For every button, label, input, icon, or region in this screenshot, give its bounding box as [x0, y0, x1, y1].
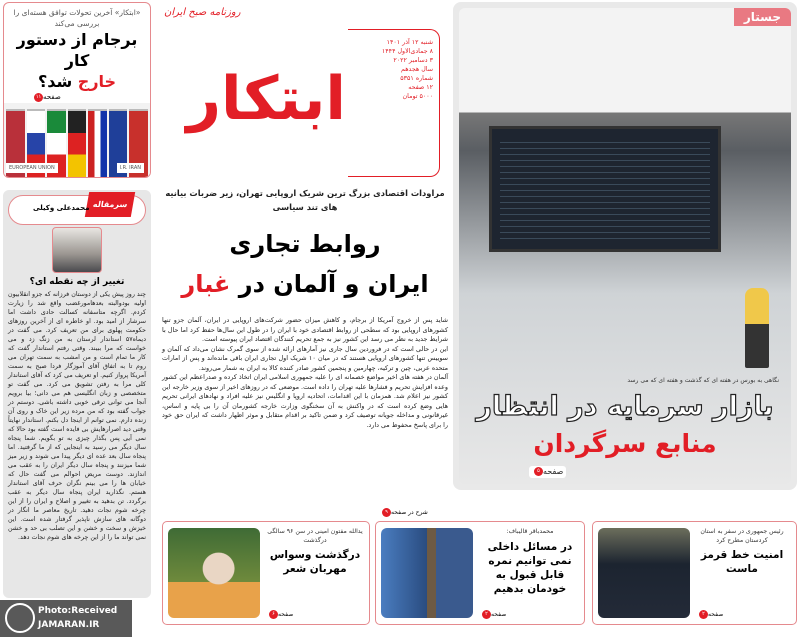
editorial-column [3, 190, 151, 598]
feature-headline-2: منابع سرگردان [533, 429, 717, 458]
feature-story[interactable] [453, 2, 797, 490]
lead-headline[interactable]: روابط تجاری [229, 230, 381, 258]
teaser-kicker: «ابتکار» آخرین تحولات توافق هسته‌ای را بررسی می‌کند [13, 8, 141, 28]
jamaran-logo-icon [5, 603, 35, 633]
editorial-author: محمدعلی وکیلی [33, 204, 90, 212]
card-ghalibaf[interactable]: محمدباقر قالیباف: در مسائل داخلی نمی توانیم نمره قابل قبول به خودمان بدهیم صفحه۲ [375, 521, 585, 625]
top-left-teaser[interactable] [3, 2, 151, 178]
page-ref[interactable]: صفحه۱۱ [35, 93, 61, 101]
feature-caption: نگاهی به بورس در هفته ای که گذشت و هفته ای که می رسد [627, 377, 779, 384]
editorial-body: چند روز پیش یکی از دوستان فرزانه که جزو انقلابیون اولیه بودوالبته بعدهامورغضب واقع شد را زیارت کردم. اگرچه متاسفانه کسالت حادی داشت اما سرشار از امید بود. او خاطره ای از آخرین روزهای حکومت پهلوی برای من تعریف کرد. می گفت در دیماه۵۷ استاندار لرستان به من زنگ زد و می خواست که مرا ببیند. وقتی رفتم استاندار گفت که کار ما تمام است و من امشب به سمت تهران می روم تا به اتفاق آقای آموزگار فردا صبح به سمت آمریکا پرواز کنیم. او تعریف می کرد که آقای استاندار کلی مرا به رفتن تشویق می کرد. می گفت تو متخصصی و زبان انگلیسی هم می دانی؛ بیا برویم آنجا می توانی ترقی خوبی داشته باشی. دوستم در جواب گفته بود که من مرده زیر این خاک و روی آن زنده دارم. نمی توانم از اینجا دل بکنم. استاندار نهایتاً وقتی دید اصرارهایش بی فایده است گفته بود حالا که نمی آیی پس بگذار چیزی به تو بگویم. شما پنجاه سال دیگر می رسید به اینجایی که از ما گرفتید. اما پنجاه سال بعد عده ای دیگر پیدا می شوند و زیر میز شما میزنند و پنجاه سال دیگر ایران را به عقب می اندازند. دوست مریض احوالم می گفت حال که خیابان ها را می بینم نگران حرف آقای استاندار هستم. نگذارید ایران پنجاه سال دیگر به عقب برگردد. تن بدهید به تغییر و اصلاح و ایران را از این چرخه شوم نجات دهید. تاریخ معاصر ما انگار در دوگانه های سازش ناپذیر گرفتار شده است. این خیزش و سخت و خشن و این تصلب بی حد و خشن نمی تواند ما را از این چرخه های شوم نجات دهد. [8, 291, 146, 541]
photo-watermark: Photo:Received JAMARAN.IR [0, 600, 132, 637]
flag-label: EUROPEAN UNION [6, 163, 58, 173]
masthead-logo: ابتکار روزنامه صبح ایران [164, 7, 346, 134]
card-poet[interactable]: یدالله مفتون امینی در سن ۹۶ سالگی درگذشت درگذشت وسواس مهربان شعر صفحه۶ [162, 521, 370, 625]
section-label: جستار [734, 8, 791, 26]
editorial-tag: سرمقاله [84, 192, 135, 217]
president-photo [598, 528, 690, 618]
teaser-headline: برجام از دستور کار [16, 30, 138, 70]
stock-exchange-photo [459, 8, 791, 484]
masthead-tagline: روزنامه صبح ایران [164, 7, 241, 18]
lead-subhead: مراودات اقتصادی بزرگ ترین شریک اروپایی تهران، زیر ضربات بیانیه های تند سیاسی [165, 188, 445, 212]
page-ref[interactable]: صفحه۶ [267, 610, 293, 620]
lead-headline-2[interactable]: ایران و آلمان در غبار [181, 270, 429, 298]
lead-body: شاید پس از خروج آمریکا از برجام، و کاهش میزان حضور شرکت‌های اروپایی در ایران، آلمان جزو تنها کشورهای اروپایی بود که سطحی از روابط اقتصادی خود با ایران را در طول این سال‌ها حفظ کرد اما حال با شرایط جدید به نظر می رسد این کشور نیز به جمع تحریم کنندگان اقتصاد ایران پیوسته است. این در حالی است که در فروردین سال جاری نیز آمارهای ارائه شده از سوی گمرک نشان می‌داد که آلمان و سوییس تنها کشورهای اروپایی هستند که در میان ۱۰ شریک اول تجاری ایران باقی مانده‌اند و پس از امارات متحده عربی، چین و ترکیه، چهارمین و پنجمین کشور صادر کننده کالا به ایران به شمار می‌روند. آلمان در هفته های اخیر مواضع خصمانه ای را علیه جمهوری اسلامی ایران اتخاذ کرده و صدراعظم این کشور وعده افزایش تحریم و فشارها علیه تهران را داده است. موضعی که در روزهای اخیر از سوی وزیر خارجه این کشور نیز اعلام شد. همزمان با این اقدامات، اتحادیه اروپا و انگلیس نیز علیه افراد و نهادهای ایرانی تحریم هایی وضع کرده است که در واکنش به آن سخنگوی وزارت خارجه کشورمان آن را بی پایه و اساس، غیرقانونی و مداخله جویانه توصیف کرد و ضمن تاکید بر اقدام متقابل و موثر اظهار داشت که ایران حق خود را برای پاسخ محفوظ می دارد. [162, 316, 449, 429]
poet-photo [168, 528, 260, 618]
person-figure [745, 288, 769, 368]
feature-headline: بازار سرمایه در انتظار [476, 391, 774, 422]
teaser-headline-red: خارج [77, 72, 117, 91]
page-ref[interactable]: صفحه۲ [697, 610, 723, 620]
flag-label: I.R. IRAN [117, 163, 144, 173]
author-photo [52, 227, 102, 273]
teaser-headline-2: شد؟ [37, 72, 73, 91]
flags-photo [4, 103, 150, 177]
stock-board [489, 126, 721, 252]
speaker-photo [381, 528, 473, 618]
issue-info: شنبه ۱۲ آذر ۱۴۰۱ ۸ جمادی‌الاول ۱۴۴۴ ۳ دسامبر ۲۰۲۲ سال هجدهم شماره ۵۳۵۱ ۱۲ صفحه ۵۰۰۰ تومان [348, 29, 440, 177]
page-ref[interactable]: صفحه۲ [480, 610, 506, 620]
continued-link[interactable]: شرح در صفحه۹ [380, 508, 428, 518]
card-president[interactable]: رئیس جمهوری در سفر به استان کردستان مطرح کرد امنیت خط قرمز ماست صفحه۲ [592, 521, 797, 625]
editorial-title[interactable]: تغییر از چه نقطه ای؟ [29, 277, 125, 287]
page-ref[interactable]: صفحه۵ [529, 466, 566, 478]
